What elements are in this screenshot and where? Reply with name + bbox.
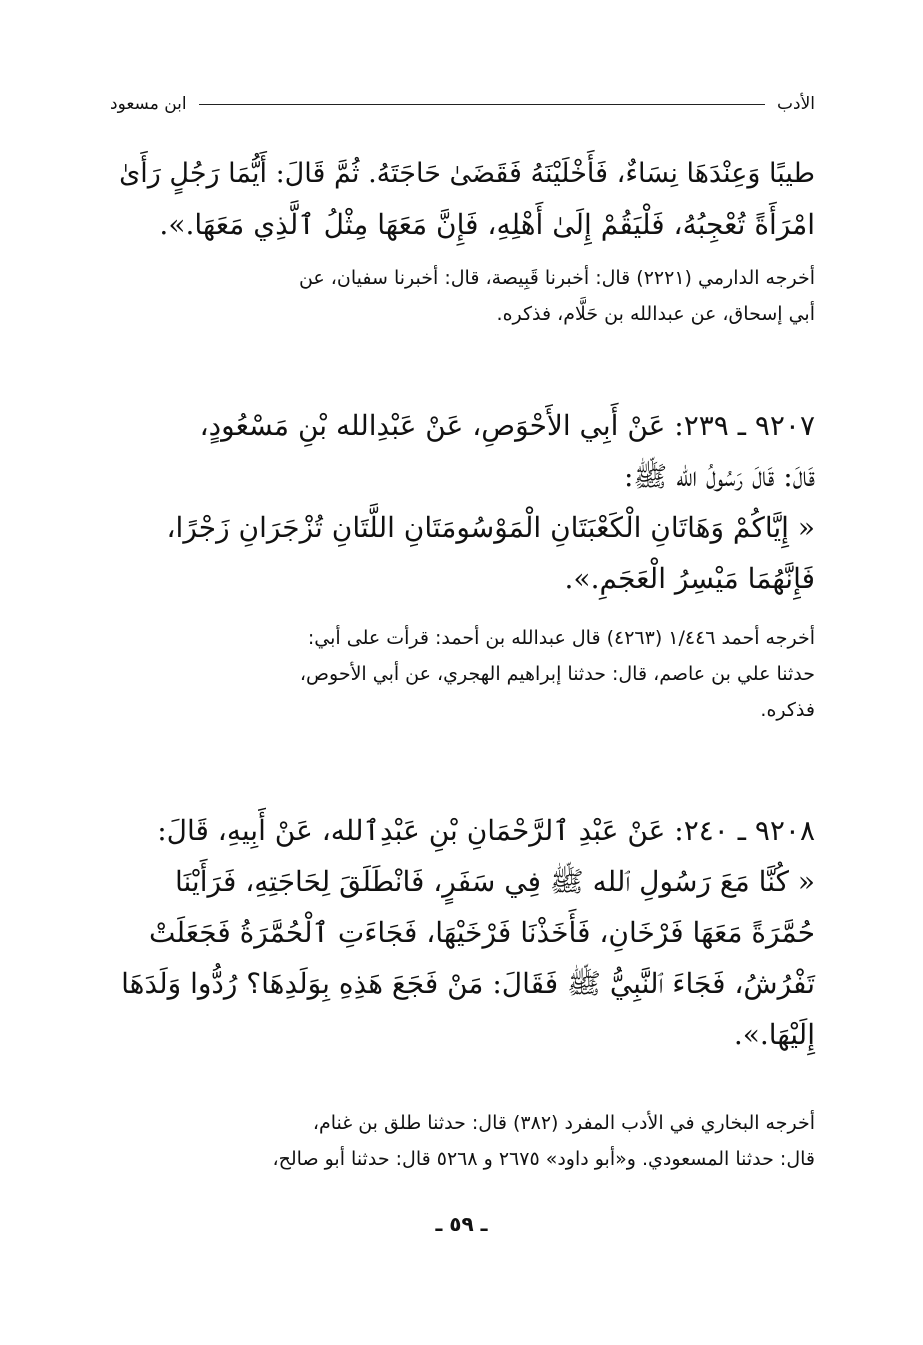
header-section-title: ابن مسعود (110, 94, 187, 114)
running-header (110, 94, 815, 114)
text-line: أخرجه الدارمي (٢٢٢١) قال: أخبرنا قَبِيصة، قال: أخبرنا سفيان، عن (298, 267, 815, 289)
header-chapter-title: الأدب (777, 94, 815, 114)
text-line: إِلَيْهَا.». (733, 1018, 815, 1051)
page-number: ـ ٥٩ ـ (435, 1212, 488, 1236)
text-line: ٩٢٠٨ ـ ٢٤٠: عَنْ عَبْدِ ٱلرَّحْمَانِ بْنِ عَبْدِٱلله، عَنْ أَبِيهِ، قَالَ: (157, 814, 815, 847)
takhrij-note (108, 620, 815, 728)
text-line: امْرَأَةً تُعْجِبُهُ، فَلْيَقُمْ إِلَىٰ أَهْلِهِ، فَإِنَّ مَعَهَا مِثْلُ ٱلَّذِي مَعَهَا.». (159, 208, 815, 241)
text-line: أخرجه البخاري في الأدب المفرد (٣٨٢) قال: حدثنا طلق بن غنام، (312, 1112, 815, 1134)
text-line: تَفْرُشُ، فَجَاءَ ٱلنَّبِيُّ ﷺ فَقَالَ: مَنْ فَجَعَ هَذِهِ بِوَلَدِهَا؟ رُدُّوا وَلَدَهَا (121, 967, 815, 1000)
text-line: « كُنَّا مَعَ رَسُولِ ٱلله ﷺ فِي سَفَرٍ، فَانْطَلَقَ لِحَاجَتِهِ، فَرَأَيْنَا (174, 865, 815, 898)
text-line: طيبًا وَعِنْدَهَا نِسَاءٌ، فَأَخْلَيْنَهُ فَقَضَىٰ حَاجَتَهُ. ثُمَّ قَالَ: أَيُّمَا رَجُلٍ رَأَىٰ (119, 158, 815, 189)
hadith-9208 (108, 805, 815, 1060)
text-line: أخرجه أحمد ١/٤٤٦ (٤٢٦٣) قال عبدالله بن أحمد: قرأت على أبي: (307, 627, 815, 649)
text-line: أبي إسحاق، عن عبدالله بن حَلَّام، فذكره. (496, 303, 815, 325)
hadith-text-continued (108, 148, 815, 250)
text-line: فذكره. (760, 699, 815, 721)
takhrij-note (108, 260, 815, 332)
text-line: فَإِنَّهُمَا مَيْسِرُ الْعَجَمِ.». (564, 562, 815, 595)
header-rule (199, 104, 765, 105)
takhrij-note (108, 1105, 815, 1177)
text-line: قَالَ: قَالَ رَسُولُ الله ﷺ: (623, 460, 815, 493)
text-line: ٩٢٠٧ ـ ٢٣٩: عَنْ أَبِي الأَحْوَصِ، عَنْ عَبْدِالله بْنِ مَسْعُودٍ، (199, 409, 815, 442)
text-line: « إِيَّاكُمْ وَهَاتَانِ الْكَعْبَتَانِ الْمَوْسُومَتَانِ اللَّتَانِ تُزْجَرَانِ زَجْرًا، (166, 511, 815, 544)
text-line: قال: حدثنا المسعودي. و«أبو داود» ٢٦٧٥ و ٥٢٦٨ قال: حدثنا أبو صالح، (272, 1148, 815, 1170)
text-line: حُمَّرَةً مَعَهَا فَرْخَانِ، فَأَخَذْنَا فَرْخَيْهَا، فَجَاءَتِ ٱلْحُمَّرَةُ فَجَعَلَتْ (148, 916, 815, 949)
hadith-9207 (108, 400, 815, 604)
text-line: حدثنا علي بن عاصم، قال: حدثنا إبراهيم الهجري، عن أبي الأحوص، (299, 663, 815, 685)
